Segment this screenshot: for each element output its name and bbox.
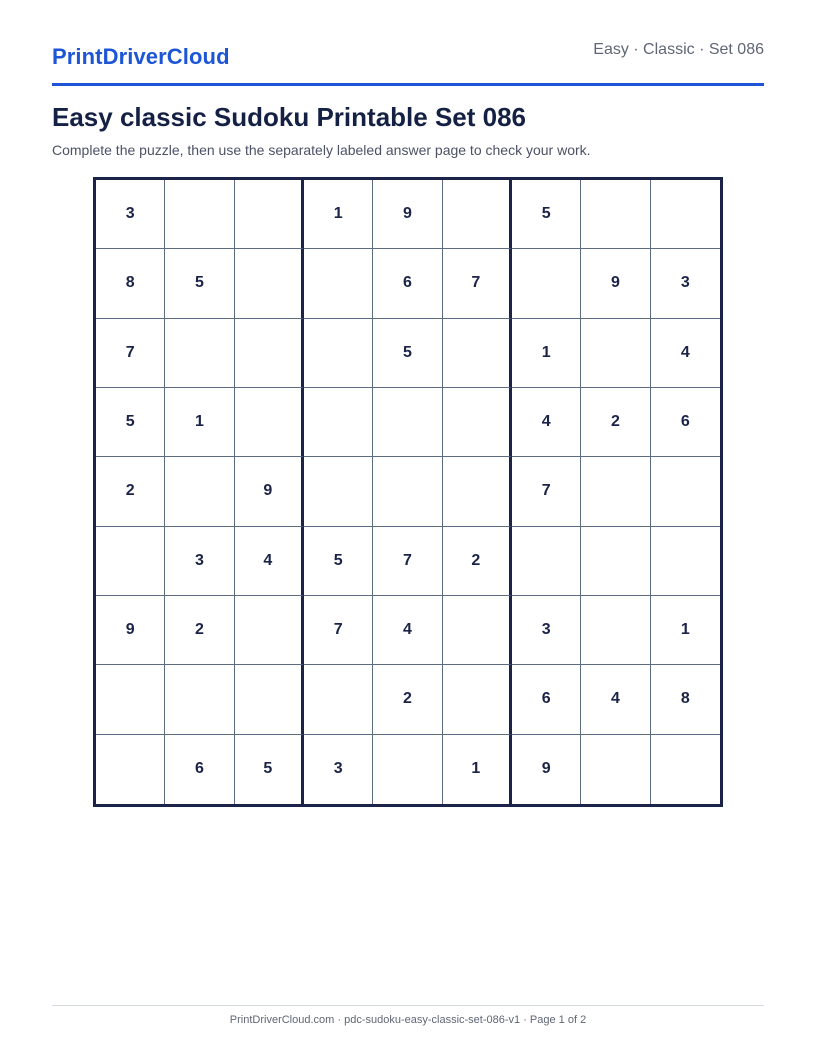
sudoku-cell <box>96 735 165 804</box>
sudoku-cell: 4 <box>512 388 581 457</box>
sudoku-cell <box>373 735 442 804</box>
sudoku-cell <box>304 457 373 526</box>
sudoku-cell: 6 <box>512 665 581 734</box>
sudoku-cell <box>651 457 720 526</box>
sudoku-cell <box>235 388 304 457</box>
sudoku-cell <box>235 665 304 734</box>
sudoku-cell: 4 <box>581 665 650 734</box>
sudoku-cell <box>235 249 304 318</box>
sudoku-cell: 8 <box>96 249 165 318</box>
sudoku-cell: 7 <box>96 319 165 388</box>
sudoku-cell: 1 <box>443 735 512 804</box>
puzzle-meta: Easy · Classic · Set 086 <box>593 41 764 58</box>
sudoku-cell: 1 <box>304 180 373 249</box>
sudoku-cell: 2 <box>443 527 512 596</box>
sudoku-cell <box>165 457 234 526</box>
sudoku-cell <box>651 735 720 804</box>
sudoku-cell: 6 <box>373 249 442 318</box>
sudoku-cell: 9 <box>96 596 165 665</box>
sudoku-cell: 8 <box>651 665 720 734</box>
sudoku-cell: 1 <box>651 596 720 665</box>
sudoku-cell: 3 <box>165 527 234 596</box>
sudoku-cell: 6 <box>165 735 234 804</box>
sudoku-cell <box>235 319 304 388</box>
sudoku-cell <box>304 665 373 734</box>
sudoku-cell: 9 <box>373 180 442 249</box>
sudoku-cell: 3 <box>512 596 581 665</box>
sudoku-cell <box>581 319 650 388</box>
page-subtitle: Complete the puzzle, then use the separately labeled answer page to check your work. <box>52 142 591 158</box>
sudoku-cell <box>443 319 512 388</box>
sudoku-cell: 3 <box>96 180 165 249</box>
sudoku-cell <box>443 388 512 457</box>
sudoku-cell: 9 <box>235 457 304 526</box>
sudoku-cell <box>96 665 165 734</box>
sudoku-cell <box>443 457 512 526</box>
sudoku-cell: 5 <box>512 180 581 249</box>
sudoku-cell <box>165 665 234 734</box>
sudoku-cell: 7 <box>512 457 581 526</box>
footer-divider <box>52 1005 764 1006</box>
sudoku-cell: 5 <box>235 735 304 804</box>
sudoku-cell <box>443 665 512 734</box>
sudoku-cell <box>581 735 650 804</box>
sudoku-cell <box>373 457 442 526</box>
sudoku-cell: 4 <box>373 596 442 665</box>
sudoku-cell: 7 <box>443 249 512 318</box>
sudoku-cell: 2 <box>96 457 165 526</box>
sudoku-cell: 5 <box>96 388 165 457</box>
sudoku-cell <box>304 249 373 318</box>
sudoku-cell: 4 <box>235 527 304 596</box>
sudoku-cell <box>235 596 304 665</box>
sudoku-cell: 5 <box>304 527 373 596</box>
header-divider <box>52 83 764 86</box>
sudoku-cell: 6 <box>651 388 720 457</box>
sudoku-cell: 1 <box>165 388 234 457</box>
sudoku-cell <box>443 180 512 249</box>
sudoku-cell <box>651 180 720 249</box>
sudoku-cell <box>96 527 165 596</box>
sudoku-cell <box>165 180 234 249</box>
sudoku-cell: 7 <box>304 596 373 665</box>
sudoku-cell <box>512 249 581 318</box>
sudoku-cell: 7 <box>373 527 442 596</box>
sudoku-cell <box>581 457 650 526</box>
sudoku-cell: 5 <box>165 249 234 318</box>
sudoku-cell: 3 <box>304 735 373 804</box>
sudoku-cell: 9 <box>512 735 581 804</box>
sudoku-cell <box>581 596 650 665</box>
sudoku-cell: 2 <box>373 665 442 734</box>
sudoku-cell <box>235 180 304 249</box>
sudoku-cell: 3 <box>651 249 720 318</box>
sudoku-cell: 2 <box>165 596 234 665</box>
sudoku-cell <box>581 527 650 596</box>
sudoku-cell <box>304 319 373 388</box>
sudoku-cell <box>373 388 442 457</box>
sudoku-cell <box>304 388 373 457</box>
sudoku-cell <box>443 596 512 665</box>
page-footer: PrintDriverCloud.com · pdc-sudoku-easy-classic-set-086-v1 · Page 1 of 2 <box>229 1014 587 1026</box>
sudoku-cell <box>651 527 720 596</box>
sudoku-cell: 9 <box>581 249 650 318</box>
page-title: Easy classic Sudoku Printable Set 086 <box>52 102 527 132</box>
brand-logo: PrintDriverCloud <box>52 44 230 69</box>
sudoku-cell: 5 <box>373 319 442 388</box>
sudoku-cell <box>581 180 650 249</box>
sudoku-cell: 1 <box>512 319 581 388</box>
sudoku-cell: 4 <box>651 319 720 388</box>
sudoku-grid <box>93 177 723 807</box>
sudoku-cell: 2 <box>581 388 650 457</box>
sudoku-cell <box>165 319 234 388</box>
sudoku-cell <box>512 527 581 596</box>
